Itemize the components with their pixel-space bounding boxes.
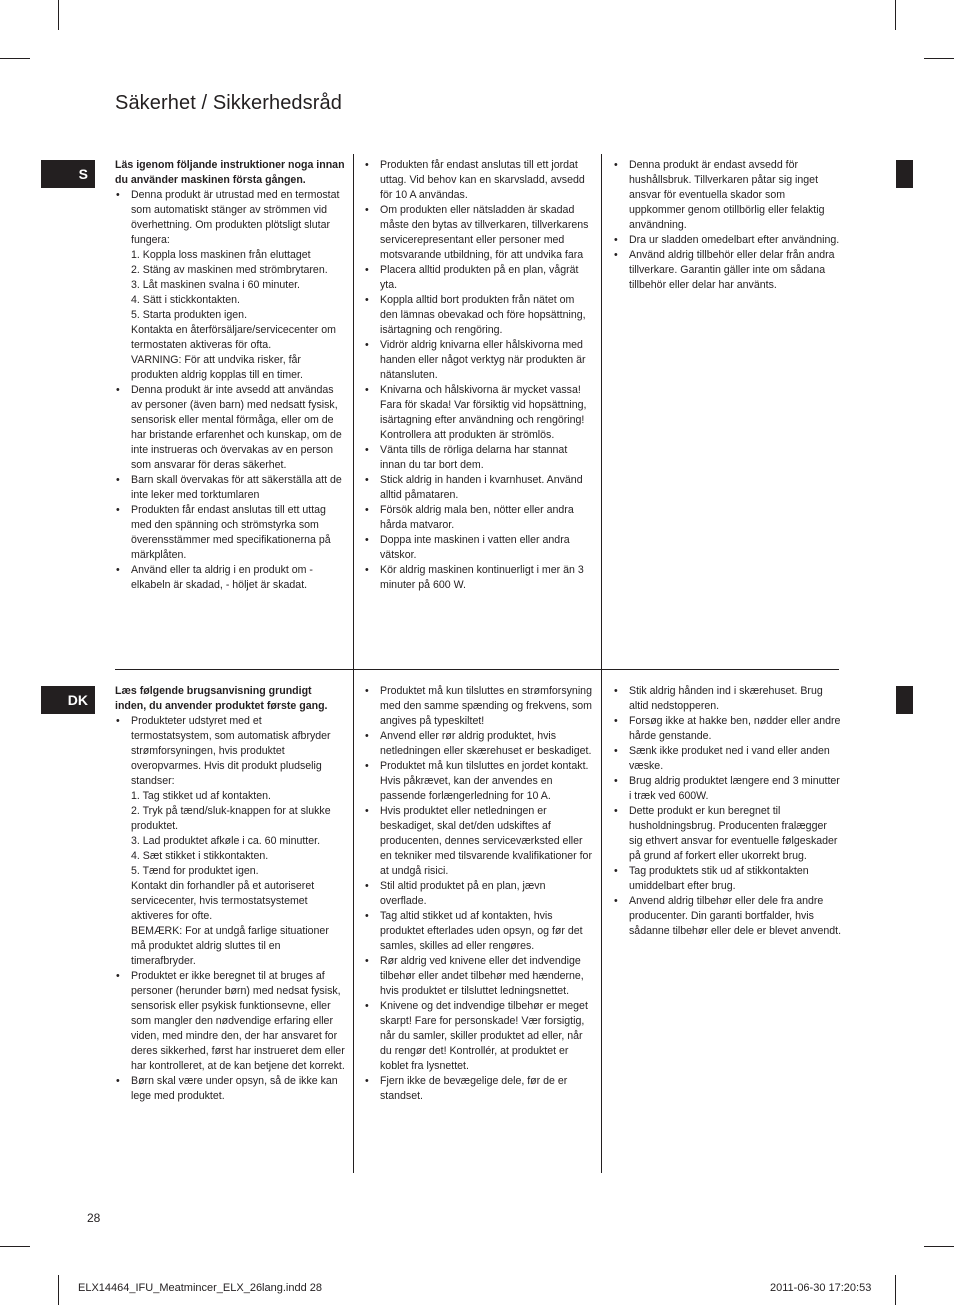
edge-tab — [896, 686, 913, 714]
list-item-text: • Kör aldrig maskinen kontinuerligt i mer än 3 minuter på 600 W. — [380, 564, 584, 591]
list-item — [364, 729, 592, 759]
section-s-column-3 — [613, 158, 843, 293]
section-dk-column-2 — [364, 684, 592, 1104]
bullet-list — [613, 158, 843, 293]
list-item — [364, 443, 592, 473]
list-item — [613, 744, 843, 774]
bullet-list — [115, 714, 345, 1104]
list-item-text: • Knivarna och hålskivorna är mycket vassa! Fara för skada! Var försiktig vid hopsättning, isärtagning efter användning och rengöring! Kontrollera att produkten är strömlös. — [380, 384, 587, 441]
list-item-text: • Produkten får endast anslutas till ett uttag med den spänning och strömstyrka som överensstämmer med specifikationerna på märkplåten. — [131, 504, 331, 561]
list-item-text: Kontakta en återförsäljare/servicecenter om termostaten aktiveras för ofta. — [131, 324, 336, 351]
list-item-text: 5. Tænd for produktet igen. — [131, 865, 259, 877]
list-item — [364, 503, 592, 533]
list-item-text: 3. Lad produktet afkøle i ca. 60 minutter. — [131, 835, 321, 847]
list-item — [613, 233, 843, 248]
list-item-text: • Stik aldrig hånden ind i skærehuset. Brug altid nedstopperen. — [629, 685, 823, 712]
list-item-text: • Dra ur sladden omedelbart efter användning. — [629, 234, 840, 246]
list-item-text: • Placera alltid produkten på en plan, vågrät yta. — [380, 264, 579, 291]
list-item-text: 1. Koppla loss maskinen från eluttaget — [131, 249, 311, 261]
bullet-list — [364, 158, 592, 593]
list-item-text: • Tag altid stikket ud af kontakten, hvis produktet efterlades uden opsyn, og før det samles, skilles ad eller rengøres. — [380, 910, 583, 952]
list-item-text: BEMÆRK: For at undgå farlige situationer må produktet aldrig sluttes til en timerafbryder. — [131, 925, 329, 967]
list-item-text: • Försök aldrig mala ben, nötter eller andra hårda matvaror. — [380, 504, 574, 531]
bullet-list — [115, 188, 345, 593]
list-item — [613, 684, 843, 714]
crop-mark — [924, 1246, 954, 1247]
list-item-text: • Rør aldrig ved knivene eller det indvendige tilbehør eller andet tilbehør med hænderne, hvis produktet er tilsluttet ledningsnettet. — [380, 955, 584, 997]
section-intro: Läs igenom följande instruktioner noga innan du använder maskinen första gången. — [115, 159, 345, 186]
language-tab-s: S — [41, 160, 95, 188]
list-item — [115, 473, 345, 503]
list-item-text: • Om produkten eller nätsladden är skadad måste den bytas av tillverkaren, tillverkarens servicerepresentant eller personer med motsvarande utbildning, för att undvika fara — [380, 204, 589, 261]
list-item-text: • Anvend eller rør aldrig produktet, hvis netledningen eller skærehuset er beskadiget. — [380, 730, 592, 757]
list-item — [364, 1074, 592, 1104]
list-item — [115, 503, 345, 563]
section-s-column-1 — [115, 158, 345, 593]
list-item — [613, 714, 843, 744]
list-item-text: • Knivene og det indvendige tilbehør er meget skarpt! Fare for personskade! Vær forsigtig, når du samler, skiller produktet ad eller, når du rengør det! Kontrollér, at produktet er koblet fra lysnettet. — [380, 1000, 588, 1072]
list-item-text: • Hvis produktet eller netledningen er beskadiget, skal det/den udskiftes af producenten, dennes serviceværksted eller en tekniker med tilsvarende kvalifikationer for at undgå risici. — [380, 805, 592, 877]
page-number: 28 — [87, 1211, 101, 1225]
list-item-text: • Vänta tills de rörliga delarna har stannat innan du tar bort dem. — [380, 444, 568, 471]
crop-mark — [58, 0, 59, 30]
section-dk-column-3 — [613, 684, 843, 939]
list-item — [364, 954, 592, 999]
crop-mark — [0, 1246, 30, 1247]
list-item-text: • Brug aldrig produktet længere end 3 minutter i træk ved 600W. — [629, 775, 840, 802]
footer-timestamp: 2011-06-30 17:20:53 — [770, 1282, 872, 1294]
list-item-text: • Stick aldrig in handen i kvarnhuset. Använd alltid påmataren. — [380, 474, 583, 501]
list-item-text: • Denna produkt är inte avsedd att användas av personer (även barn) med nedsatt fysisk, sensorisk eller mental förmåga, eller om de har bristande erfarenhet och kunskap, om de inte instrueras och övervakas av en person som ansvarar för deras säkerhet. — [131, 384, 342, 471]
list-item — [364, 383, 592, 443]
list-item-text: 4. Sätt i stickkontakten. — [131, 294, 240, 306]
list-item-text: • Barn skall övervakas för att säkerställa att de inte leker med torktumlaren — [131, 474, 342, 501]
list-item — [364, 879, 592, 909]
list-item — [115, 188, 345, 383]
footer-filename: ELX14464_IFU_Meatmincer_ELX_26lang.indd 28 — [78, 1282, 322, 1294]
list-item — [364, 999, 592, 1074]
bullet-list — [613, 684, 843, 939]
list-item — [613, 864, 843, 894]
list-item-text: • Produktet er ikke beregnet til at bruges af personer (herunder børn) med nedsat fysisk, sensorisk eller psykisk funktionsevne, eller som mangler den nødvendige erfaring eller viden, med mindre den, der har ansvaret for deres sikkerhed, først har instrueret dem eller har kontrolleret, at de kan betjene det korrekt. — [131, 970, 345, 1072]
list-item — [364, 804, 592, 879]
section-divider — [115, 669, 839, 670]
column-divider — [601, 670, 602, 1173]
language-tab-dk: DK — [41, 686, 95, 714]
list-item — [115, 1074, 345, 1104]
section-dk-column-1 — [115, 684, 345, 1104]
list-item — [115, 969, 345, 1074]
column-divider — [353, 670, 354, 1173]
list-item-text: • Tag produktets stik ud af stikkontakten umiddelbart efter brug. — [629, 865, 809, 892]
list-item-text: • Børn skal være under opsyn, så de ikke kan lege med produktet. — [131, 1075, 338, 1102]
list-item-text: • Stil altid produktet på en plan, jævn overflade. — [380, 880, 546, 907]
list-item-text: • Dette produkt er kun beregnet til husholdningsbrug. Producenten fralægger sig ethvert ansvar for eventuelle følgeskader på grund af forkert eller ukorrekt brug. — [629, 805, 838, 862]
list-item — [613, 894, 843, 939]
list-item-text: 2. Tryk på tænd/sluk-knappen for at slukke produktet. — [131, 805, 331, 832]
list-item-text: • Anvend aldrig tilbehør eller dele fra andre producenter. Din garanti bortfalder, hvis sådanne tilbehør eller dele er blevet anvendt. — [629, 895, 842, 937]
list-item — [115, 383, 345, 473]
crop-mark — [895, 0, 896, 30]
list-item-text: • Doppa inte maskinen i vatten eller andra vätskor. — [380, 534, 570, 561]
list-item — [364, 338, 592, 383]
crop-mark — [58, 1275, 59, 1305]
list-item — [364, 263, 592, 293]
list-item-text: 3. Låt maskinen svalna i 60 minuter. — [131, 279, 301, 291]
list-item — [364, 759, 592, 804]
list-item — [613, 158, 843, 233]
section-s-column-2 — [364, 158, 592, 593]
list-item-text: • Sænk ikke produket ned i vand eller anden væske. — [629, 745, 830, 772]
list-item — [364, 203, 592, 263]
list-item-text: 1. Tag stikket ud af kontakten. — [131, 790, 271, 802]
crop-mark — [0, 58, 30, 59]
list-item-text: 4. Sæt stikket i stikkontakten. — [131, 850, 269, 862]
list-item — [364, 158, 592, 203]
list-item — [364, 909, 592, 954]
list-item — [364, 473, 592, 503]
list-item — [613, 774, 843, 804]
list-item-text: • Denna produkt är utrustad med en termostat som automatiskt stänger av strömmen vid överhettning. Om produkten plötsligt slutar fungera: — [131, 189, 340, 246]
list-item — [613, 248, 843, 293]
list-item-text: • Använd aldrig tillbehör eller delar från andra tillverkare. Garantin gäller inte om sådana tillbehör eller delar har använts. — [629, 249, 835, 291]
list-item-text: • Forsøg ikke at hakke ben, nødder eller andre hårde genstande. — [629, 715, 841, 742]
column-divider — [353, 154, 354, 670]
list-item — [115, 563, 345, 593]
page-title: Säkerhet / Sikkerhedsråd — [115, 92, 342, 114]
list-item — [115, 714, 345, 969]
list-item — [364, 293, 592, 338]
list-item-text: • Produkteter udstyret med et termostatsystem, som automatisk afbryder strømforsyningen, hvis produktet overopvarmes. Hvis dit produkt pludselig standser: — [131, 715, 331, 787]
list-item-text: VARNING: För att undvika risker, får produkten aldrig kopplas till en timer. — [131, 354, 303, 381]
edge-tab — [896, 160, 913, 188]
list-item-text: • Denna produkt är endast avsedd för hushållsbruk. Tillverkaren påtar sig inget ansvar för eventuella skador som uppkommer genom otillbörlig eller felaktig användning. — [629, 159, 825, 231]
list-item-text: • Vidrör aldrig knivarna eller hålskivorna med handen eller något verktyg när produkten är nätansluten. — [380, 339, 586, 381]
crop-mark — [924, 58, 954, 59]
column-divider — [601, 154, 602, 670]
list-item — [613, 804, 843, 864]
list-item-text: • Koppla alltid bort produkten från nätet om den lämnas obevakad och före hopsättning, isärtagning och rengöring. — [380, 294, 586, 336]
list-item-text: • Använd eller ta aldrig i en produkt om -elkabeln är skadad, - höljet är skadat. — [131, 564, 313, 591]
section-intro: Læs følgende brugsanvisning grundigt inden, du anvender produktet første gang. — [115, 685, 328, 712]
list-item-text: • Fjern ikke de bevægelige dele, før de er standset. — [380, 1075, 568, 1102]
list-item-text: 2. Stäng av maskinen med strömbrytaren. — [131, 264, 328, 276]
list-item-text: • Produktet må kun tilsluttes en jordet kontakt. Hvis påkrævet, kan der anvendes en passende forlængerledning for 10 A. — [380, 760, 589, 802]
list-item-text: 5. Starta produkten igen. — [131, 309, 248, 321]
list-item — [364, 563, 592, 593]
list-item — [364, 533, 592, 563]
list-item-text: Kontakt din forhandler på et autoriseret servicecenter, hvis termostatsystemet aktiveres for ofte. — [131, 880, 315, 922]
list-item — [364, 684, 592, 729]
crop-mark — [895, 1275, 896, 1305]
list-item-text: • Produkten får endast anslutas till ett jordat uttag. Vid behov kan en skarvsladd, avsedd för 10 A användas. — [380, 159, 585, 201]
bullet-list — [364, 684, 592, 1104]
list-item-text: • Produktet må kun tilsluttes en strømforsyning med den samme spænding og frekvens, som angives på typeskiltet! — [380, 685, 592, 727]
